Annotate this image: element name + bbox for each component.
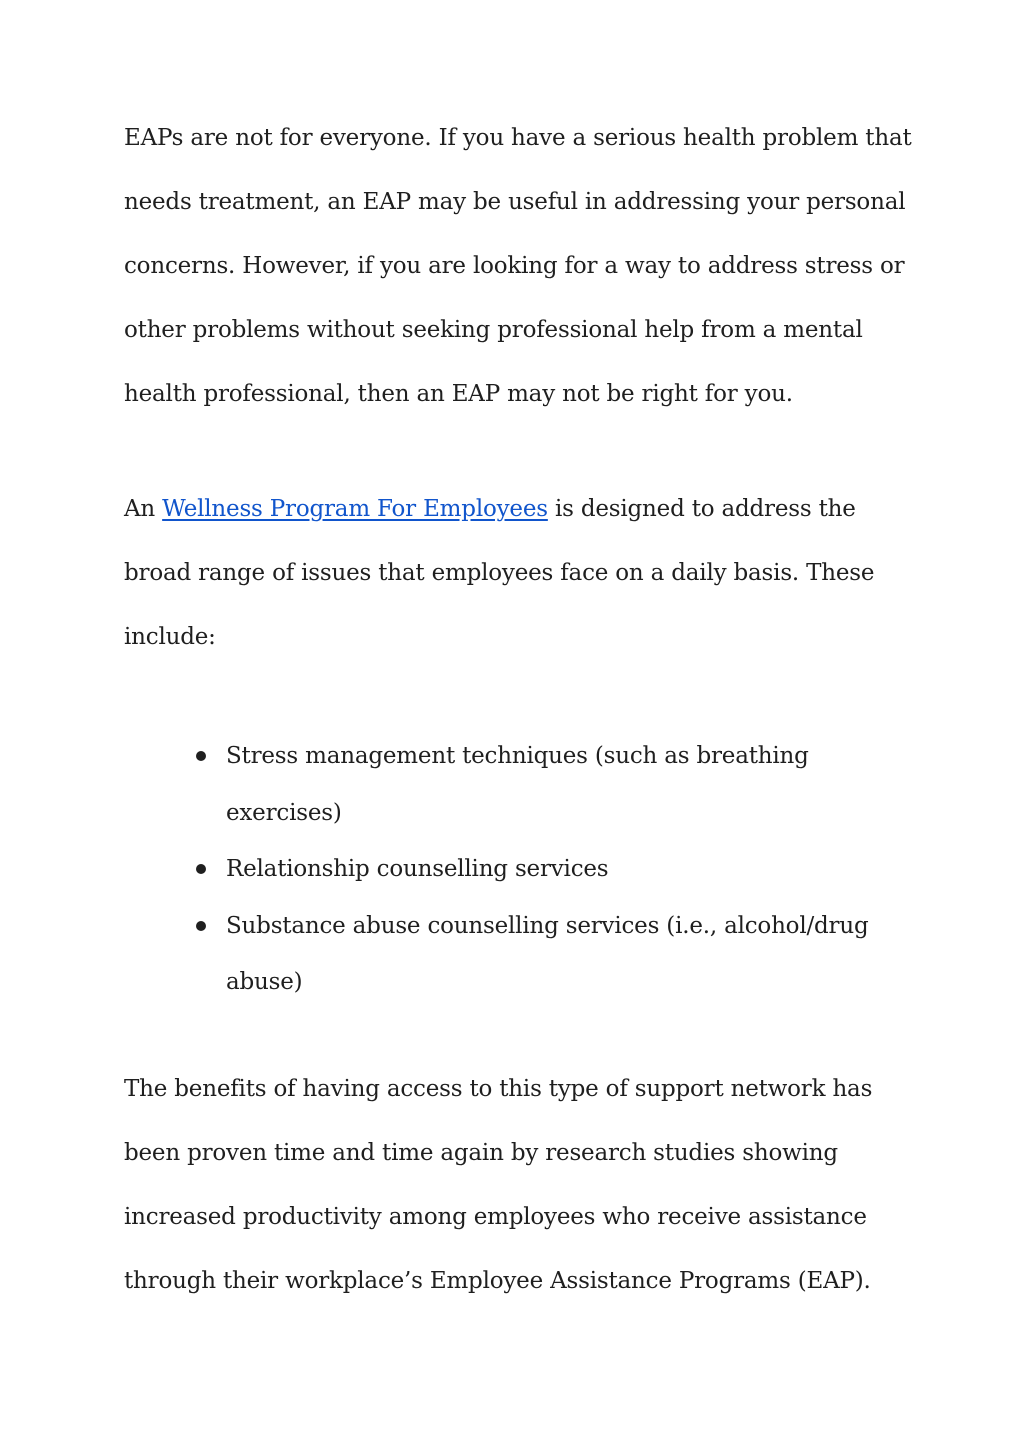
- text-line: been proven time and time again by research studies showing: [124, 1140, 838, 1166]
- text-line: [124, 477, 914, 541]
- text-line: Substance abuse counselling services (i.e., alcohol/drug: [226, 912, 869, 939]
- text-line: concerns. However, if you are looking for a way to address stress or: [124, 253, 905, 279]
- bullet-list-services: [196, 728, 896, 1011]
- text-line: Stress management techniques (such as breathing: [226, 743, 809, 769]
- bullet-icon: [196, 751, 206, 761]
- text-line: other problems without seeking professional help from a mental: [124, 317, 863, 343]
- list-item: [196, 728, 896, 841]
- text-line: EAPs are not for everyone. If you have a serious health problem that: [124, 125, 912, 151]
- paragraph-benefits: [124, 1057, 914, 1313]
- list-item: [196, 841, 896, 898]
- text-line: health professional, then an EAP may not be right for you.: [124, 381, 793, 407]
- bullet-icon: [196, 921, 206, 931]
- paragraph-wellness-program: [124, 477, 914, 669]
- list-item: [196, 898, 896, 1011]
- text-suffix: is designed to address the: [547, 496, 856, 522]
- text-line: The benefits of having access to this type of support network has: [124, 1076, 873, 1102]
- text-line: Relationship counselling services: [226, 856, 609, 882]
- text-line: include:: [124, 624, 216, 650]
- text-line: exercises): [226, 799, 342, 826]
- text-line: abuse): [226, 969, 303, 995]
- text-prefix: An: [124, 496, 163, 522]
- text-line: through their workplace’s Employee Assistance Programs (EAP).: [124, 1268, 871, 1294]
- paragraph-eap-intro: [124, 106, 914, 426]
- text-line: needs treatment, an EAP may be useful in addressing your personal: [124, 189, 906, 215]
- text-line: increased productivity among employees who receive assistance: [124, 1204, 867, 1230]
- text-line: broad range of issues that employees face on a daily basis. These: [124, 560, 875, 586]
- wellness-program-link[interactable]: Wellness Program For Employees: [162, 496, 548, 522]
- bullet-icon: [196, 864, 206, 874]
